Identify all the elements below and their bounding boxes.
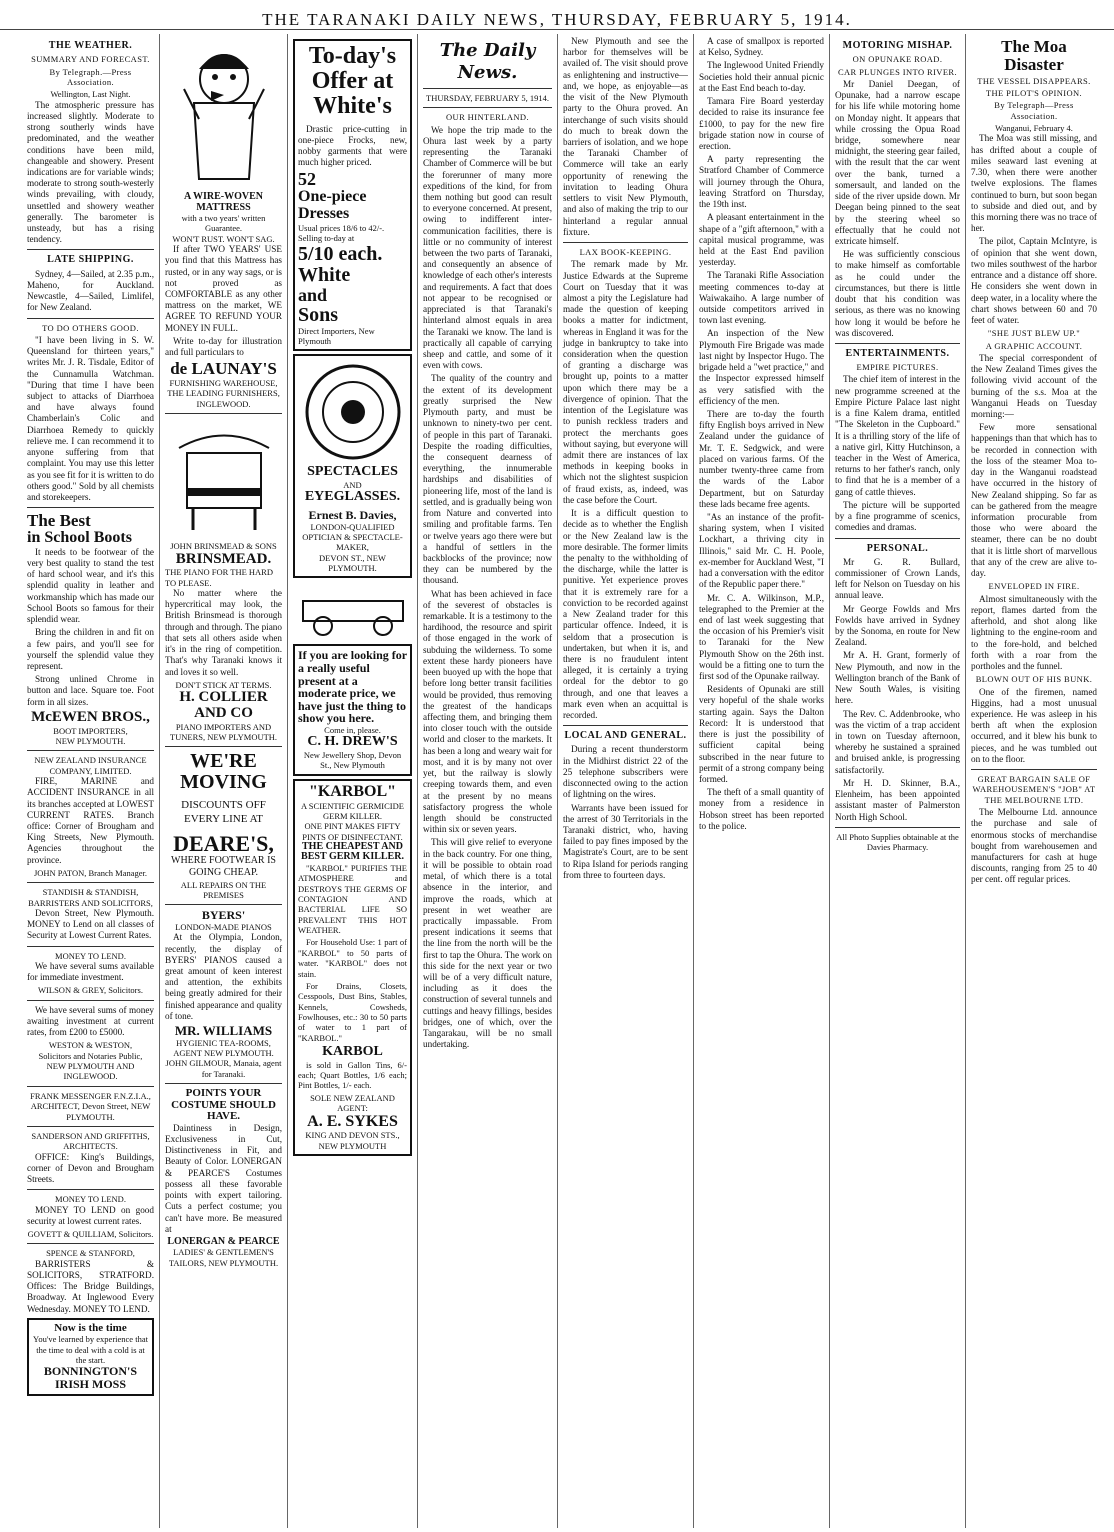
drews-come: Come in, please. — [324, 724, 381, 735]
divider — [27, 1126, 154, 1127]
bookkeeping-p2: It is a difficult question to decide as to whether the English or the New Zealand law is the more desirable. The former limits the penalty to the withholding of the discharge, while the latter is punitive. Yet experience proves that it is extremely rare for a conviction to be recorded against a New Zealand trader for this particular offence. Indeed, it is seldom that a prosecution is undertaken, but when it is, and there is no fraudulent intent alleged, it is certainly a trying ordeal for the debtor to go through, and one that leaves a mark even when an acquittal is recorded. — [563, 508, 688, 721]
karbol-sold: is sold in Gallon Tins, 6/- each; Quart Bottles, 1/6 each; Pint Bottles, 1/- each. — [298, 1059, 407, 1091]
editorial-p2: The quality of the country and the extent of its development greatly surprised the New Plymouth party, and must be unknown to ninety-two per cent. of people in this part of Taranaki. Despite the roading difficulties, the consequent dearness of everything, the innumerable hardships and disabilities of pioneering life, most of the land is settled, and is gradually being won from Nature and converted into smiling and profitable farms. Ten or twelve years ago there were but a handful of settlers in the backblocks of the province; now they can be numbered by the thousand. — [423, 373, 552, 586]
deare-title: DEARE'S, — [173, 831, 274, 857]
editorial-heading: OUR HINTERLAND. — [446, 112, 529, 123]
moa-heading-bunk: BLOWN OUT OF HIS BUNK. — [975, 674, 1093, 685]
divider — [27, 1000, 154, 1001]
brinsmead-terms: DON'T STICK AT TERMS. — [175, 679, 272, 690]
personal-p4: The Rev. C. Addenbrooke, who was the victim of a trap accident in town on Tuesday afternoon, whereby he sustained a sprained and bruised ankle, is progressing satisfactorily. — [835, 708, 960, 775]
local-item-5: A pleasant entertainment in the shape of a "gift afternoon," with a capital musical programme, was held at the East End pavilion yesterday. — [699, 212, 824, 268]
divider — [27, 946, 154, 947]
motoring-p1: Mr Daniel Deegan, of Opunake, had a narrow escape for his life while motoring home on Monday night. It appears that while crossing the Opua Road bridge, somewhere near midnight, the steering gear failed, with the result that the car went over the bank, turned a somersault, and landed on the side of the river upside down. Mr Deegan being pinned to the seat by the steering wheel so effectually that he could not extricate himself. — [835, 78, 960, 246]
boots-firm-place: NEW PLYMOUTH. — [55, 735, 126, 746]
whites-firm: White — [298, 263, 351, 286]
personal-p3: Mr A. H. Grant, formerly of New Plymouth, and now in the Wellington branch of the Bank of New South Wales, is visiting here. — [835, 650, 960, 706]
divider — [27, 249, 154, 250]
karbol-agent: SOLE NEW ZEALAND AGENT: — [310, 1092, 395, 1114]
weston-sub: Solicitors and Notaries Public, — [38, 1050, 143, 1061]
spence-text: BARRISTERS & SOLICITORS, STRATFORD. Offices: The Bridge Buildings, Broadway. At Inglewood Every Wednesday. MONEY TO LEND. — [27, 1258, 154, 1314]
brinsmead-text: No matter where the hypercritical may look, the British Brinsmead is thorough through and through. The piano that sets all others aside when it's in the ring of competition. That's why Taranaki knows it and loves it so well. — [165, 588, 282, 677]
weston-sub-2: NEW PLYMOUTH AND INGLEWOOD. — [46, 1061, 135, 1082]
local-item-7: An inspection of the New Plymouth Fire Brigade was made last night by Inspector Hugo. The brigade held a "wet practice," and the Inspector expressed himself as very satisfied with the efficiency of the men. — [699, 328, 824, 406]
moa-p5: Almost simultaneously with the report, flames darted from the afterhold, and shot along like lightning to the engine-room and to the fore-hold, and belched forth with a roar from the portholes and the funnel. — [971, 593, 1097, 671]
bonnington-title: BONNINGTON'S — [43, 1364, 138, 1379]
deare-sub-2: ALL REPAIRS ON THE PREMISES — [180, 879, 267, 900]
frank-title: FRANK MESSENGER F.N.Z.I.A., — [30, 1090, 151, 1101]
standish-title: STANDISH & STANDISH, — [42, 887, 139, 898]
empire-p1: The chief item of interest in the new programme screened at the Empire Picture Palace last night is a fine Kalem drama, entitled "The Skeleton in the Cupboard." It is a thrilling story of the life of a native girl, Kitty Hutchinson, a teacher in the West of America, returns to her father's ranch, only to find that he is a member of a gang of cattle thieves. — [835, 374, 960, 497]
spectacles-title-2: EYEGLASSES. — [304, 489, 401, 505]
column-8 — [966, 34, 1102, 1528]
lonergan-title: LONERGAN & PEARCE — [167, 1235, 280, 1247]
column-5 — [558, 34, 694, 1528]
local-item-2: The Inglewood United Friendly Societies hold their annual picnic at the East End beach to-day. — [699, 60, 824, 93]
mattress-sub-2: WON'T RUST. WON'T SAG. — [172, 233, 275, 244]
points-title: POINTS YOUR COSTUME SHOULD HAVE. — [171, 1087, 276, 1123]
launay-title: de LAUNAY'S — [170, 359, 277, 379]
local-item-10: Mr. C. A. Wilkinson, M.P., telegraphed to the Premier at the end of last week suggesting that the occasion of his Premier's visit to Taranaki for the New Plymouth Show on the 26th inst. would be a fitting one to turn the first sod of the Opunake railway. — [699, 592, 824, 682]
spence-title: SPENCE & STANFORD, — [46, 1248, 135, 1259]
divider — [971, 769, 1097, 770]
now-title: Now is the time — [54, 1321, 127, 1334]
moa-sub-2: THE PILOT'S OPINION. — [985, 88, 1083, 99]
collier-title: H. COLLIER AND CO — [179, 689, 268, 721]
editorial-title: The Daily News. — [439, 40, 536, 83]
whites-num: 52 — [298, 169, 316, 190]
karbol-text: "KARBOL" PURIFIES THE ATMOSPHERE and DESTROYS THE GERMS OF CONTAGION AND BACTERIAL LIFE SO PREVALENT THIS HOT WEATHER. — [298, 862, 407, 936]
drews-name: C. H. DREW'S — [307, 734, 398, 750]
divider — [165, 904, 282, 905]
editorial-p4: This will give relief to everyone in the back country. For one thing, it will be possible to obtain road metal, of which there is a total absence in the interior, and improve the roads, which at present in wet weather are practically impassable. From present indications it seems that the line from the north will be the first to tap the Ohura. The work on this side for the next year or two will be of a very difficult nature, including as it does the construction of several tunnels and cuttings and heavy fillings, besides bridges, one of which, over the Tangarakau, will be no small undertaking. — [423, 837, 552, 1050]
mattress-text: If after TWO YEARS' USE you find that this Mattress has rusted, or in any way sags, or is not proved as COMFORTABLE as any other mattress on the market, WE AGREE TO REFUND YOUR MONEY IN FULL. — [165, 244, 282, 333]
editorial-p1: We hope the trip made to the Ohura last week by a party representing the Taranaki Chamber of Commerce will be but the forerunner of many more expeditions of the kind, for from them nothing but good can result to everyone concerned. At present, owing to indifferent inter-communication facilities, there is little or no community of interest between the two parts of Taranaki, and consequently an absence of knowledge of each other's interests and requirements. A fact that does not appear to be recognised or appreciated is that Taranaki's hinterland almost equals in area the Taranaki we know. The land is practically all capable of carrying sheep and cattle, and some of it even with cows. — [423, 124, 552, 371]
column-3 — [288, 34, 418, 1528]
drews-sub: New Jewellery Shop, Devon St., New Plymouth — [303, 749, 402, 771]
boots-text-3: Strong unlined Chrome in button and lace. Square toe. Foot form in all sizes. — [27, 674, 154, 707]
divider — [165, 413, 282, 414]
local-item-9: "As an instance of the profit-sharing system, when I visited Lockhart, a thriving city in Illinois," said Mr. C. H. Poole, ex-member for Auckland West, "I had a conversation with the editor of the Republic paper there." — [699, 511, 824, 590]
motoring-heading: MOTORING MISHAP. — [842, 40, 953, 51]
moa-title: The Moa Disaster — [1001, 37, 1067, 74]
whites-ad — [293, 39, 412, 351]
column-6 — [694, 34, 830, 1528]
divider — [27, 318, 154, 319]
williams-title: MR. WILLIAMS — [174, 1023, 273, 1039]
byers-text: At the Olympia, London, recently, the display of BYERS' PIANOS caused a great amount of keen interest and attention, the exhibits being greatly admired for their finished appearance and quality of tone. — [165, 932, 282, 1021]
money-text: We have several sums available for immediate investment. — [27, 960, 154, 983]
divider — [423, 107, 552, 108]
deare-sub: WHERE FOOTWEAR IS GOING CHEAP. — [171, 855, 276, 879]
whites-dresses: One-piece Dresses — [298, 188, 367, 223]
entertainments-heading: ENTERTAINMENTS. — [845, 347, 950, 359]
now-text: You've learned by experience that the time to deal with a cold is at the start. — [33, 1334, 148, 1366]
local-p1: During a recent thunderstorm in the Midhirst district 22 of the 25 telephone subscribers were disconnected owing to the action of lightning on the wires. — [563, 744, 688, 800]
editorial-date: THURSDAY, FEBRUARY 5, 1914. — [426, 92, 549, 103]
empire-heading: EMPIRE PICTURES. — [856, 362, 939, 373]
personal-p5: Mr H. D. Skinner, B.A., Elenheim, has been appointed assistant master of Palmerston North High School. — [835, 777, 960, 822]
karbol-ad — [293, 779, 412, 1156]
byers-title: BYERS' — [201, 908, 246, 923]
boots-firm-sub: BOOT IMPORTERS, — [53, 725, 128, 736]
moa-p2: The pilot, Captain McIntyre, is of opinion that she went down, two miles southwest of the harbor entrance and a distance off shore. He considers she went down in deep water, in a locality where the chart shows between 60 and 70 feet of water. — [971, 236, 1097, 325]
lonergan-sub: LADIES' & GENTLEMEN'S TAILORS, NEW PLYMOUTH. — [168, 1247, 279, 1268]
brinsmead-sub: THE PIANO FOR THE HARD TO PLEASE. — [165, 567, 273, 588]
bonnington-sub: IRISH MOSS — [54, 1377, 127, 1392]
whites-firm-and: and — [298, 284, 328, 305]
divider — [835, 343, 960, 344]
govett-sig: GOVETT & QUILLIAM, Solicitors. — [27, 1229, 154, 1240]
whites-firm-sons: Sons — [298, 303, 339, 326]
money-title: MONEY TO LEND. — [55, 950, 126, 961]
boots-firm: McEWEN BROS., — [31, 708, 150, 725]
column-7 — [830, 34, 966, 1528]
moa-p6: One of the firemen, named Higgins, had a most unusual experience. He was asleep in his berth aft when the explosion occurred, and it blew his bunk to pieces, and he was tumbled out on to the floor. — [971, 686, 1097, 764]
insurance-text: FIRE, MARINE and ACCIDENT INSURANCE in all its branches accepted at LOWEST CURRENT RATES. Branch office: Corner of Brougham and King Streets, New Plymouth. Agencies throughout the province. — [27, 776, 154, 865]
sanderson-sub: ARCHITECTS. — [63, 1141, 118, 1152]
moa-heading-blew: "SHE JUST BLEW UP." — [987, 328, 1081, 339]
local-item-1: A case of smallpox is reported at Kelso, Sydney. — [699, 36, 824, 58]
mattress-title: A WIRE-WOVEN MATTRESS — [184, 191, 263, 213]
editorial-p3: What has been achieved in face of the severest of obstacles is remarkable. It is a testimony to the hardihood, the resource and spirit of those engaged in the work of subduing the wilderness. To some extent these hardy pioneers have been buoyed up with the hope that before long better transit facilities would be provided, thus removing the greatest of the handicaps affecting them, and bringing them into closer touch with the outside world and closer to the markets. It has been a long and weary wait for most, and it is by many not over yet, but the railway is slowly creeping towards them, and even at the present by no means satisfactory progress the whole length should be constructed within six or seven years. — [423, 588, 552, 835]
bookkeeping-p1: The remark made by Mr. Justice Edwards at the Supreme Court on Tuesday that it was almost a pity the Legislature had made the question of keeping books a matter for indictment, whereas in England it was for the judge in bankruptcy to take into consideration when the question of granting a discharge was brought up, points to a matter upon which there may be a divergence of opinion. That the intention of the Legislature was to punish reckless traders and protect the merchants goes without saying, but everyone will admit there are instances of lax methods in keeping books in which not the slightest suspicion of fraud exists, as, indeed, was the case before the Court. — [563, 259, 688, 505]
footnote: All Photo Supplies obtainable at the Davies Pharmacy. — [836, 831, 959, 853]
karbol-drains: For Drains, Closets, Cesspools, Dust Bins, Stables, Kennels, Cowsheds, Fowlhouses, etc.: 30 to 50 parts of water to 1 part of "KARBOL." — [298, 980, 407, 1043]
motoring-p2: He was sufficiently conscious to make himself as comfortable as he could under the circumstances, but there is little doubt that his condition was serious, as there was no knowing how long it would be before he was discovered. — [835, 249, 960, 338]
williams-sub-3: JOHN GILMOUR, Manaia, agent for Taranaki. — [165, 1058, 282, 1079]
bargain-heading: GREAT BARGAIN SALE OF WAREHOUSEMEN'S "JOB" AT THE MELBOURNE LTD. — [972, 774, 1096, 805]
local-p2: Warrants have been issued for the arrest of 30 Territorials in the Taranaki district, who, having failed to pay fines imposed by the Magistrate's Court, are to be sent to Ripa Island for periods ranging from three to fourteen days. — [563, 802, 688, 880]
divider — [835, 538, 960, 539]
whites-text: Drastic price-cutting in one-piece Frocks, new, nobby garments that were much higher priced. — [298, 123, 407, 168]
standish-text: Devon Street, New Plymouth. MONEY to Lend on all classes of Security at Lowest Current Rates. — [27, 907, 154, 941]
column-2 — [160, 34, 288, 1528]
weston-text: We have several sums of money awaiting investment at current rates, from £200 to £5000. — [27, 1004, 154, 1038]
editorial-cont-p1: New Plymouth and see the harbor for themselves will be availed of. The visit should prove as enlightening and instructive—and, we hope, as enjoyable—as the visit of the New Plymouth party to the Ohura proved. An interchange of such visits should do much to break down the barriers of isolation, and we hope the Taranaki Chamber of Commerce will take an early opportunity of renewing the invitation to leading Ohura settlers to visit New Plymouth, and also of making the trip to our hinterland a regular annual fixture. — [563, 36, 688, 237]
moa-heading-graphic: A GRAPHIC ACCOUNT. — [985, 340, 1083, 351]
divider — [27, 507, 154, 508]
moving-title: WE'RE — [190, 750, 257, 773]
local-item-6: The Taranaki Rifle Association meeting commences to-day at Waiwakaiho. A large number of outside competitors arrived in town last evening. — [699, 270, 824, 326]
moa-heading-fire: ENVELOPED IN FIRE. — [988, 581, 1080, 592]
local-item-11: Residents of Opunaki are still very hopeful of the shale works starting again. Says the Dalton Record: It is understood that there is just the possibility of sufficient capital being subscribed in the near future to permit of a strong company being formed. — [699, 684, 824, 784]
moa-p1: The Moa was still missing, and has drifted about a couple of miles seaward last evening at 7.30, when there were another twelve explosions. The flames continued to burn, but soon began to subside and died out, and by this morning there was no trace of her. — [971, 133, 1097, 234]
mattress-sub: with a two years' written Guarantee. — [181, 213, 266, 234]
shipping-title: LATE SHIPPING. — [47, 254, 134, 266]
column-1 — [22, 34, 160, 1528]
local-item-4: A party representing the Stratford Chamber of Commerce will journey through the Ohura, leaving Stratford on Thursday, the 19th inst. — [699, 154, 824, 210]
others-title: TO DO OTHERS GOOD. — [42, 322, 139, 333]
divider — [27, 1243, 154, 1244]
masthead: THE TARANAKI DAILY NEWS, THURSDAY, FEBRUARY 5, 1914. — [0, 0, 1114, 30]
karbol-sub: A SCIENTIFIC GERMICIDE GERM KILLER. — [301, 800, 404, 821]
spectacles-title: SPECTACLES — [307, 464, 398, 480]
moa-by: By Telegraph—Press Association. — [994, 100, 1074, 121]
karbol-cheap: THE CHEAPEST AND BEST GERM KILLER. — [301, 840, 404, 863]
divider — [563, 725, 688, 726]
sykes-name: A. E. SYKES — [307, 1112, 398, 1130]
byers-sub: LONDON-MADE PIANOS — [175, 921, 272, 932]
drews-text: If you are looking for a really useful present at a moderate price, we have just the thing to show you here. — [298, 648, 407, 726]
govett-title: MONEY TO LEND. — [55, 1194, 126, 1205]
local-item-8: There are to-day the fourth fifty English boys arrived in New Zealand under the guidance of Mr. T. E. Sedgwick, and were placed on various farms. Of the number twenty-three came from the wards of the Labor Department, but on Saturday these lads became free agents. — [699, 409, 824, 509]
spectacles-addr: DEVON ST., NEW PLYMOUTH. — [319, 552, 386, 574]
shipping-text: Sydney, 4—Sailed, at 2.35 p.m., Maheno, for Auckland. Newcastle, 4—Sailed, Limlifel, for New Zealand. — [27, 268, 154, 313]
weather-title: THE WEATHER. — [48, 40, 133, 51]
sanderson-title: SANDERSON AND GRIFFITHS, — [31, 1130, 150, 1141]
divider — [563, 242, 688, 243]
personal-p1: Mr G. R. Bullard, commissioner of Crown Lands, left for Nelson on Tuesday on his annual leave. — [835, 556, 960, 601]
karbol-name: KARBOL — [322, 1044, 383, 1060]
local-heading: LOCAL AND GENERAL. — [564, 730, 687, 742]
spectacles-and: AND — [343, 479, 362, 490]
weston-firm: WESTON & WESTON, — [48, 1040, 133, 1051]
boots-title-2: in School Boots — [27, 529, 132, 547]
empire-p2: The picture will be supported by a fine programme of scenics, comedies and dramas. — [835, 499, 960, 533]
whites-usual: Usual prices 18/6 to 42/-. Selling to-day at — [298, 222, 385, 244]
others-text: "I have been living in S. W. Queensland for thirteen years," writes Mr. J. R. Tisdale, Editor of the Cunnamulla Watchman. "During that time I have been subject to attacks of Diarrhoea and have always found Chamberlain's Colic and Diarrhoea Remedy to quickly relieve me. I can recommend it to anyone suffering from that complaint. You may use this letter as you see fit for it is written to do others good." Sold by all chemists and storekeepers. — [27, 334, 154, 502]
bonnington-ad — [27, 1318, 154, 1396]
whites-firm-sub: Direct Importers, New Plymouth — [298, 325, 375, 346]
insurance-title: NEW ZEALAND INSURANCE COMPANY, LIMITED. — [34, 755, 147, 776]
column-4 — [418, 34, 558, 1528]
spectacles-name: Ernest B. Davies, — [308, 507, 397, 522]
moa-p3: The special correspondent of the New Zealand Times gives the following vivid account of the burning of the s.s. Moa at the Wanganui Heads on Tuesday morning:— — [971, 352, 1097, 420]
motoring-sub: ON OPUNAKE ROAD. — [852, 54, 943, 65]
weather-by: By Telegraph.—Press Association. — [49, 66, 132, 87]
weather-text: The atmospheric pressure has increased slightly. Moderate to strong southerly winds have predominated, and the weather conditions have been mild, changeable and showery. Present indications are for variable winds; moderate to strong south-westerly winds prevailing, with cloudy, unsettled and showery weather generally. The barometer is unsteady, but has a rising tendency. — [27, 99, 154, 245]
whites-title-2: Offer at — [311, 68, 394, 95]
divider — [165, 746, 282, 747]
divider — [835, 827, 960, 828]
karbol-pint: ONE PINT MAKES FIFTY PINTS OF DISINFECTANT. — [302, 821, 403, 842]
moving-sub: DISCOUNTS OFF EVERY LINE AT — [181, 799, 266, 825]
collier-sub: PIANO IMPORTERS AND TUNERS, NEW PLYMOUTH. — [169, 721, 278, 742]
whites-title: To-day's — [308, 43, 397, 69]
govett-text: MONEY TO LEND on good security at lowest current rates. — [27, 1204, 154, 1226]
moa-sub: THE VESSEL DISAPPEARS. — [977, 75, 1091, 86]
moa-p4: Few more sensational happenings than that which has to be recorded in connection with the loss of the steamer Moa to-day in the Wanganui roadstead have occurred in the history of New Zealand shipping. So far as can be gathered from the meagre information procurable from those who were aboard the steamer, there can be no doubt that it is little short of marvellous that any of the crew are alive to-day. — [971, 422, 1097, 579]
opticians-seal-illustration — [303, 362, 403, 462]
karbol-use: For Household Use: 1 part of "KARBOL" to 50 parts of water. "KARBOL" does not stain. — [298, 937, 407, 979]
brinsmead-title: BRINSMEAD. — [175, 550, 272, 567]
bookkeeping-heading: LAX BOOK-KEEPING. — [579, 246, 672, 257]
piano-illustration — [169, 418, 279, 538]
bargain-p1: The Melbourne Ltd. announce the purchase and sale of enormous stocks of merchandise bought from warehousemen and manufacturers for cash at huge discounts, ranging from 25 to 40 per cent. off regular prices. — [971, 807, 1097, 885]
local-item-3: Tamara Fire Board yesterday decided to raise its insurance fee £1000, to pay for the new fire brigade station now in course of erection. — [699, 96, 824, 151]
divider — [423, 88, 552, 89]
spectacles-ad — [293, 354, 412, 578]
whites-price: 5/10 each. — [298, 242, 383, 265]
moa-dateline: Wanganui, February 4. — [995, 123, 1073, 134]
newspaper-page — [22, 34, 1110, 1528]
moving-title-2: MOVING — [180, 771, 267, 794]
launay-sub: FURNISHING WAREHOUSE, THE LEADING FURNISHERS, INGLEWOOD. — [167, 378, 280, 409]
motoring-sub-2: CAR PLUNGES INTO RIVER. — [837, 66, 958, 77]
spectacles-sub: LONDON-QUALIFIED OPTICIAN & SPECTACLE-MAKER, — [302, 521, 403, 553]
weather-dateline: Wellington, Last Night. — [50, 89, 131, 100]
sykes-sub: KING AND DEVON STS., NEW PLYMOUTH — [305, 1130, 400, 1151]
personal-heading: PERSONAL. — [866, 542, 929, 554]
mattress-text-2: Write to-day for illustration and full particulars to — [165, 335, 282, 358]
divider — [27, 882, 154, 883]
divider — [27, 750, 154, 751]
williams-sub-2: AGENT NEW PLYMOUTH. — [173, 1048, 274, 1059]
sanderson-text: OFFICE: King's Buildings, corner of Devon and Brougham Streets. — [27, 1151, 154, 1185]
karbol-title: "KARBOL" — [308, 782, 397, 800]
frank-sub: ARCHITECT, Devon Street, NEW PLYMOUTH. — [30, 1101, 151, 1122]
weather-sub: SUMMARY AND FORECAST. — [31, 54, 150, 65]
boots-title: The Best — [27, 511, 91, 531]
local-item-12: The theft of a small quantity of money from a residence in Hobson street has been reported to the police. — [699, 787, 824, 831]
boots-text: It needs to be footwear of the very best quality to stand the test of hard school wear, and it's this splendid quality in leather and workmanship which has made our School Boots so famous for their splendid wear. — [27, 546, 154, 625]
divider — [27, 1189, 154, 1190]
boots-text-2: Bring the children in and fit on a few pairs, and you'll see for yourself the splendid value they represent. — [27, 627, 154, 671]
standish-sub: BARRISTERS AND SOLICITORS, — [28, 897, 153, 908]
whites-title-3: White's — [313, 93, 392, 120]
car-illustration — [293, 581, 413, 641]
brinsmead-logo-text: JOHN BRINSMEAD & SONS — [170, 541, 277, 552]
drews-ad — [293, 644, 412, 775]
insurance-sig: JOHN PATON, Branch Manager. — [33, 867, 148, 878]
williams-sub: HYGIENIC TEA-ROOMS, — [176, 1037, 271, 1048]
money-sig: WILSON & GREY, Solicitors. — [38, 985, 143, 996]
divider — [165, 1083, 282, 1084]
divider — [27, 1086, 154, 1087]
shouting-man-illustration — [169, 39, 279, 189]
points-text: Daintiness in Design, Exclusiveness in Cut, Distinctiveness in Fit, and Beauty of Color. LONERGAN & PEARCE'S Costumes possess all these favorable points with expert tailoring. Cuts a perfect costume; you can't have more. Be measured at — [165, 1122, 282, 1234]
personal-p2: Mr George Fowlds and Mrs Fowlds have arrived in Sydney by the Sonoma, en route for New Zealand. — [835, 603, 960, 648]
